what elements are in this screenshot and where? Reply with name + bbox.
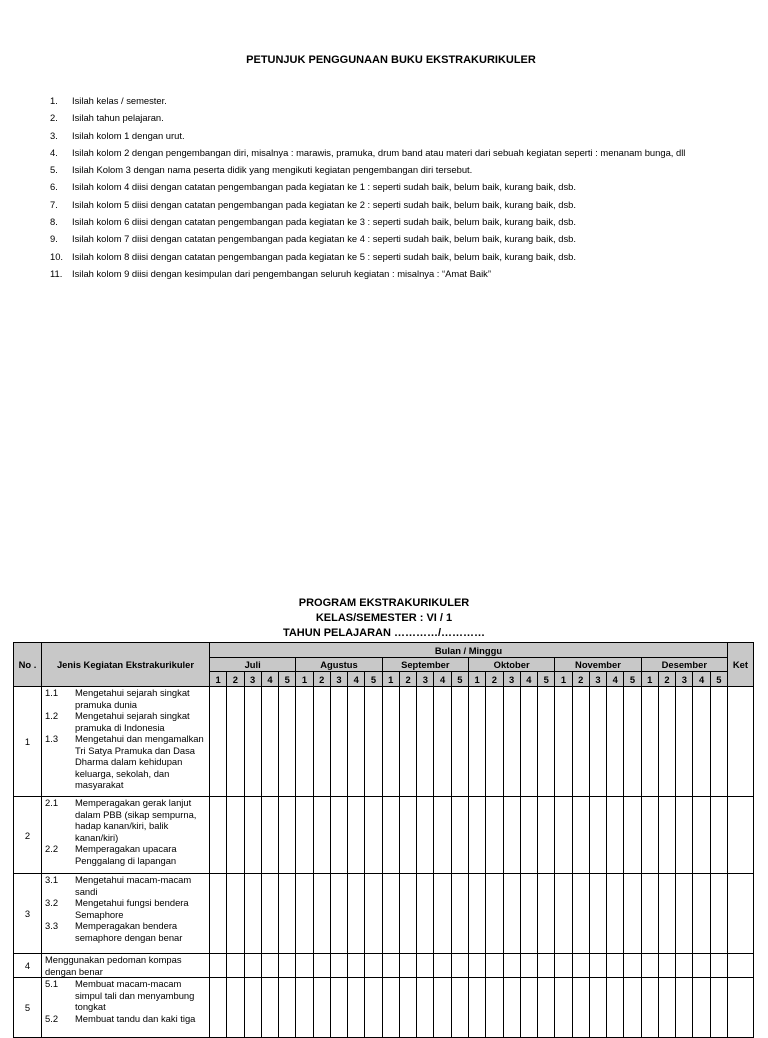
header-no: No . — [14, 643, 42, 687]
week-cell[interactable] — [538, 978, 555, 1038]
header-week: 5 — [279, 672, 296, 687]
week-cell[interactable] — [451, 978, 468, 1038]
instruction-number: 1. — [50, 95, 58, 106]
instruction-text: Isilah kolom 5 diisi dengan catatan pengembangan pada kegiatan ke 2 : seperti sudah baik, belum baik, kurang baik, dsb. — [72, 198, 576, 210]
week-cell[interactable] — [503, 874, 520, 954]
instruction-item — [50, 251, 685, 268]
week-cell[interactable] — [451, 687, 468, 797]
week-cell[interactable] — [417, 874, 434, 954]
week-cell[interactable] — [658, 954, 675, 978]
header-week: 2 — [658, 672, 675, 687]
week-cell[interactable] — [468, 874, 485, 954]
week-cell[interactable] — [227, 797, 244, 874]
header-month: September — [382, 658, 468, 672]
instruction-item — [50, 95, 685, 112]
kegiatan-item — [42, 687, 209, 710]
week-cell[interactable] — [572, 874, 589, 954]
table-row — [14, 954, 754, 978]
week-cell[interactable] — [348, 874, 365, 954]
row-number: 5 — [14, 978, 42, 1038]
week-cell[interactable] — [503, 978, 520, 1038]
header-week: 4 — [520, 672, 537, 687]
week-cell[interactable] — [434, 978, 451, 1038]
week-cell[interactable] — [365, 954, 382, 978]
instruction-text: Isilah kolom 6 diisi dengan catatan pengembangan pada kegiatan ke 3 : seperti sudah baik, belum baik, kurang baik, dsb. — [72, 216, 576, 228]
header-week: 1 — [382, 672, 399, 687]
week-cell[interactable] — [279, 797, 296, 874]
week-cell[interactable] — [538, 797, 555, 874]
week-cell[interactable] — [555, 797, 572, 874]
row-kegiatan — [42, 954, 210, 978]
week-cell[interactable] — [607, 797, 624, 874]
week-cell[interactable] — [451, 797, 468, 874]
row-kegiatan — [42, 978, 210, 1038]
week-cell[interactable] — [468, 978, 485, 1038]
week-cell[interactable] — [555, 874, 572, 954]
week-cell[interactable] — [296, 797, 313, 874]
row-number: 1 — [14, 687, 42, 797]
week-cell[interactable] — [417, 978, 434, 1038]
week-cell[interactable] — [624, 797, 641, 874]
week-cell[interactable] — [486, 797, 503, 874]
week-cell[interactable] — [555, 954, 572, 978]
week-cell[interactable] — [486, 874, 503, 954]
week-cell[interactable] — [572, 797, 589, 874]
kegiatan-item — [42, 920, 209, 943]
week-cell[interactable] — [589, 978, 606, 1038]
week-cell[interactable] — [382, 954, 399, 978]
instruction-text: Isilah kolom 1 dengan urut. — [72, 129, 185, 141]
week-cell[interactable] — [244, 687, 261, 797]
week-cell[interactable] — [279, 687, 296, 797]
instruction-item — [50, 181, 685, 198]
instruction-number: 4. — [50, 146, 58, 158]
week-cell[interactable] — [330, 797, 347, 874]
week-cell[interactable] — [399, 978, 416, 1038]
kegiatan-item — [42, 710, 209, 733]
week-cell[interactable] — [641, 874, 658, 954]
ket-cell[interactable] — [727, 797, 753, 874]
kegiatan-item-text: Membuat tandu dan kaki tiga — [75, 1012, 196, 1024]
header-month: Oktober — [468, 658, 554, 672]
header-bulan-minggu: Bulan / Minggu — [210, 643, 728, 658]
instruction-number: 10. — [50, 250, 64, 262]
week-cell[interactable] — [607, 874, 624, 954]
instruction-item — [50, 233, 685, 250]
week-cell[interactable] — [676, 954, 693, 978]
header-week: 2 — [313, 672, 330, 687]
week-cell[interactable] — [710, 978, 727, 1038]
week-cell[interactable] — [693, 954, 710, 978]
week-cell[interactable] — [296, 687, 313, 797]
header-week: 1 — [210, 672, 227, 687]
week-cell[interactable] — [710, 687, 727, 797]
kegiatan-item-number: 2.2 — [45, 843, 59, 854]
kegiatan-item-number: 3.3 — [45, 920, 59, 931]
week-cell[interactable] — [641, 797, 658, 874]
week-cell[interactable] — [658, 978, 675, 1038]
header-kegiatan: Jenis Kegiatan Ekstrakurikuler — [42, 643, 210, 687]
week-cell[interactable] — [572, 978, 589, 1038]
week-cell[interactable] — [434, 954, 451, 978]
program-class-line: KELAS/SEMESTER : VI / 1 — [315, 612, 453, 624]
instruction-number: 5. — [50, 164, 58, 176]
instruction-text: Isilah kolom 4 diisi dengan catatan pengembangan pada kegiatan ke 1 : seperti sudah baik, belum baik, kurang baik, dsb. — [72, 181, 576, 193]
week-cell[interactable] — [520, 954, 537, 978]
header-week: 5 — [365, 672, 382, 687]
week-cell[interactable] — [227, 687, 244, 797]
week-cell[interactable] — [330, 874, 347, 954]
week-cell[interactable] — [244, 978, 261, 1038]
week-cell[interactable] — [313, 978, 330, 1038]
week-cell[interactable] — [607, 687, 624, 797]
week-cell[interactable] — [624, 874, 641, 954]
week-cell[interactable] — [313, 954, 330, 978]
ket-cell[interactable] — [727, 874, 753, 954]
week-cell[interactable] — [313, 687, 330, 797]
week-cell[interactable] — [296, 954, 313, 978]
header-week: 1 — [296, 672, 313, 687]
header-week: 5 — [710, 672, 727, 687]
header-month: November — [555, 658, 641, 672]
row-kegiatan — [42, 687, 210, 797]
week-cell[interactable] — [279, 954, 296, 978]
week-cell[interactable] — [468, 687, 485, 797]
week-cell[interactable] — [641, 687, 658, 797]
header-week: 4 — [693, 672, 710, 687]
week-cell[interactable] — [210, 954, 227, 978]
header-month: Juli — [210, 658, 296, 672]
week-cell[interactable] — [261, 954, 278, 978]
kegiatan-item-text: Menggunakan pedoman kompas dengan benar — [45, 954, 182, 977]
week-cell[interactable] — [589, 797, 606, 874]
week-cell[interactable] — [365, 978, 382, 1038]
kegiatan-item-number: 1.3 — [45, 733, 59, 744]
header-week: 1 — [555, 672, 572, 687]
instructions-list — [50, 95, 685, 285]
week-cell[interactable] — [676, 874, 693, 954]
header-week: 3 — [676, 672, 693, 687]
week-cell[interactable] — [399, 954, 416, 978]
ket-cell[interactable] — [727, 687, 753, 797]
week-cell[interactable] — [486, 978, 503, 1038]
kegiatan-item-text: Mengetahui macam-macam sandi — [75, 874, 192, 897]
week-cell[interactable] — [486, 954, 503, 978]
week-cell[interactable] — [365, 797, 382, 874]
kegiatan-item — [42, 874, 209, 897]
week-cell[interactable] — [365, 874, 382, 954]
ket-cell[interactable] — [727, 954, 753, 978]
instruction-number: 3. — [50, 129, 58, 141]
kegiatan-item-text: Memperagakan gerak lanjut dalam PBB (sikap sempurna, hadap kanan/kiri, balik kanan/kiri) — [75, 797, 197, 843]
week-cell[interactable] — [330, 954, 347, 978]
kegiatan-item — [42, 733, 209, 791]
week-cell[interactable] — [538, 954, 555, 978]
week-cell[interactable] — [382, 978, 399, 1038]
row-number: 3 — [14, 874, 42, 954]
week-cell[interactable] — [244, 797, 261, 874]
instructions-title: PETUNJUK PENGGUNAAN BUKU EKSTRAKURIKULER — [246, 54, 536, 66]
week-cell[interactable] — [520, 978, 537, 1038]
week-cell[interactable] — [555, 978, 572, 1038]
week-cell[interactable] — [607, 978, 624, 1038]
instruction-number: 2. — [50, 112, 58, 124]
week-cell[interactable] — [227, 954, 244, 978]
week-cell[interactable] — [451, 874, 468, 954]
header-week: 3 — [503, 672, 520, 687]
header-week: 2 — [572, 672, 589, 687]
kegiatan-item-number: 1.1 — [45, 687, 59, 698]
week-cell[interactable] — [279, 978, 296, 1038]
week-cell[interactable] — [468, 797, 485, 874]
week-cell[interactable] — [520, 874, 537, 954]
week-cell[interactable] — [348, 978, 365, 1038]
instruction-item — [50, 112, 685, 129]
week-cell[interactable] — [693, 978, 710, 1038]
header-week: 1 — [468, 672, 485, 687]
week-cell[interactable] — [330, 687, 347, 797]
week-cell[interactable] — [676, 687, 693, 797]
instruction-item — [50, 130, 685, 147]
instruction-text: Isilah Kolom 3 dengan nama peserta didik yang mengikuti kegiatan pengembangan diri tersebut. — [72, 164, 473, 176]
row-kegiatan — [42, 797, 210, 874]
week-cell[interactable] — [261, 874, 278, 954]
week-cell[interactable] — [693, 687, 710, 797]
kegiatan-item — [42, 1013, 209, 1025]
week-cell[interactable] — [538, 874, 555, 954]
header-week: 4 — [261, 672, 278, 687]
week-cell[interactable] — [210, 687, 227, 797]
week-cell[interactable] — [382, 874, 399, 954]
instruction-text: Isilah tahun pelajaran. — [72, 112, 164, 124]
instruction-text: Isilah kolom 8 diisi dengan catatan pengembangan pada kegiatan ke 5 : seperti sudah baik, belum baik, kurang baik, dsb. — [72, 250, 576, 262]
week-cell[interactable] — [330, 978, 347, 1038]
header-week: 2 — [486, 672, 503, 687]
instruction-item — [50, 164, 685, 181]
week-cell[interactable] — [572, 954, 589, 978]
week-cell[interactable] — [624, 978, 641, 1038]
kegiatan-item-text: Memperagakan upacara Penggalang di lapangan — [75, 843, 177, 866]
week-cell[interactable] — [434, 874, 451, 954]
week-cell[interactable] — [399, 874, 416, 954]
kegiatan-item — [42, 978, 209, 1013]
week-cell[interactable] — [486, 687, 503, 797]
week-cell[interactable] — [658, 687, 675, 797]
week-cell[interactable] — [676, 978, 693, 1038]
week-cell[interactable] — [710, 954, 727, 978]
header-week: 2 — [227, 672, 244, 687]
header-week: 3 — [244, 672, 261, 687]
week-cell[interactable] — [382, 687, 399, 797]
header-week: 5 — [538, 672, 555, 687]
week-cell[interactable] — [227, 978, 244, 1038]
kegiatan-item-text: Mengetahui sejarah singkat pramuka di Indonesia — [75, 710, 190, 733]
kegiatan-item-text: Mengetahui dan mengamalkan Tri Satya Pramuka dan Dasa Dharma dalam kehidupan keluarga, sekolah, dan masyarakat — [75, 733, 204, 790]
week-cell[interactable] — [399, 687, 416, 797]
header-week: 4 — [607, 672, 624, 687]
week-cell[interactable] — [244, 874, 261, 954]
header-week: 3 — [417, 672, 434, 687]
instruction-text: Isilah kelas / semester. — [72, 95, 167, 106]
instruction-item — [50, 147, 685, 164]
table-row — [14, 874, 754, 954]
week-cell[interactable] — [244, 954, 261, 978]
week-cell[interactable] — [417, 954, 434, 978]
week-cell[interactable] — [399, 797, 416, 874]
instruction-number: 7. — [50, 198, 58, 210]
kegiatan-item-text: Mengetahui sejarah singkat pramuka dunia — [75, 687, 190, 710]
week-cell[interactable] — [279, 874, 296, 954]
instruction-text: Isilah kolom 7 diisi dengan catatan pengembangan pada kegiatan ke 4 : seperti sudah baik, belum baik, kurang baik, dsb. — [72, 233, 576, 245]
week-cell[interactable] — [451, 954, 468, 978]
header-week: 3 — [330, 672, 347, 687]
week-cell[interactable] — [313, 797, 330, 874]
week-cell[interactable] — [227, 874, 244, 954]
table-row — [14, 797, 754, 874]
week-cell[interactable] — [210, 978, 227, 1038]
week-cell[interactable] — [417, 797, 434, 874]
week-cell[interactable] — [676, 797, 693, 874]
week-cell[interactable] — [348, 954, 365, 978]
instruction-number: 11. — [50, 267, 63, 279]
week-cell[interactable] — [710, 874, 727, 954]
week-cell[interactable] — [520, 797, 537, 874]
week-cell[interactable] — [589, 687, 606, 797]
week-cell[interactable] — [555, 687, 572, 797]
week-cell[interactable] — [607, 954, 624, 978]
instruction-item — [50, 199, 685, 216]
week-cell[interactable] — [296, 874, 313, 954]
week-cell[interactable] — [296, 978, 313, 1038]
kegiatan-item-text: Memperagakan bendera semaphore dengan benar — [75, 920, 183, 943]
kegiatan-item — [42, 897, 209, 920]
instruction-item — [50, 268, 685, 285]
week-cell[interactable] — [520, 687, 537, 797]
kegiatan-item — [42, 843, 209, 866]
program-table — [13, 642, 754, 1038]
instruction-number: 9. — [50, 233, 58, 245]
kegiatan-item-text: Membuat macam-macam simpul tali dan menyambung tongkat — [75, 978, 195, 1012]
week-cell[interactable] — [261, 797, 278, 874]
week-cell[interactable] — [589, 874, 606, 954]
kegiatan-item-number: 3.1 — [45, 874, 59, 885]
week-cell[interactable] — [261, 978, 278, 1038]
week-cell[interactable] — [503, 954, 520, 978]
week-cell[interactable] — [624, 954, 641, 978]
week-cell[interactable] — [538, 687, 555, 797]
week-cell[interactable] — [468, 954, 485, 978]
table-row — [14, 687, 754, 797]
row-number: 4 — [14, 954, 42, 978]
header-week: 2 — [399, 672, 416, 687]
row-number: 2 — [14, 797, 42, 874]
header-week: 5 — [451, 672, 468, 687]
table-row — [14, 978, 754, 1038]
kegiatan-item — [42, 797, 209, 843]
instruction-text: Isilah kolom 2 dengan pengembangan diri, misalnya : marawis, pramuka, drum band atau materi dari sebuah kegiatan seperti : menanam bunga, dll — [72, 146, 686, 158]
instruction-text: Isilah kolom 9 diisi dengan kesimpulan dari pengembangan seluruh kegiatan : misalnya : “Amat Baik” — [72, 267, 491, 279]
week-cell[interactable] — [434, 687, 451, 797]
ket-cell[interactable] — [727, 978, 753, 1038]
header-week: 3 — [589, 672, 606, 687]
week-cell[interactable] — [348, 797, 365, 874]
week-cell[interactable] — [348, 687, 365, 797]
header-ket: Ket — [727, 643, 753, 687]
instruction-item — [50, 216, 685, 233]
week-cell[interactable] — [210, 797, 227, 874]
week-cell[interactable] — [710, 797, 727, 874]
week-cell[interactable] — [572, 687, 589, 797]
week-cell[interactable] — [641, 978, 658, 1038]
instruction-number: 6. — [50, 181, 58, 193]
week-cell[interactable] — [624, 687, 641, 797]
week-cell[interactable] — [210, 874, 227, 954]
program-year-line: TAHUN PELAJARAN …………/………… — [282, 627, 486, 639]
kegiatan-item-number: 2.1 — [45, 797, 59, 808]
header-week: 4 — [434, 672, 451, 687]
week-cell[interactable] — [503, 687, 520, 797]
instruction-number: 8. — [50, 216, 58, 228]
kegiatan-item-number: 5.2 — [45, 1012, 59, 1024]
header-week: 5 — [624, 672, 641, 687]
week-cell[interactable] — [693, 797, 710, 874]
week-cell[interactable] — [417, 687, 434, 797]
week-cell[interactable] — [365, 687, 382, 797]
week-cell[interactable] — [658, 874, 675, 954]
week-cell[interactable] — [589, 954, 606, 978]
program-title: PROGRAM EKSTRAKURIKULER — [298, 597, 470, 609]
week-cell[interactable] — [261, 687, 278, 797]
week-cell[interactable] — [434, 797, 451, 874]
week-cell[interactable] — [313, 874, 330, 954]
kegiatan-item-text: Mengetahui fungsi bendera Semaphore — [75, 897, 189, 920]
week-cell[interactable] — [693, 874, 710, 954]
week-cell[interactable] — [641, 954, 658, 978]
header-month: Agustus — [296, 658, 382, 672]
week-cell[interactable] — [503, 797, 520, 874]
header-week: 4 — [348, 672, 365, 687]
header-week: 1 — [641, 672, 658, 687]
kegiatan-item-number: 5.1 — [45, 978, 59, 989]
kegiatan-item-number: 1.2 — [45, 710, 59, 721]
header-month: Desember — [641, 658, 727, 672]
kegiatan-item-number: 3.2 — [45, 897, 59, 908]
week-cell[interactable] — [382, 797, 399, 874]
week-cell[interactable] — [658, 797, 675, 874]
row-kegiatan — [42, 874, 210, 954]
